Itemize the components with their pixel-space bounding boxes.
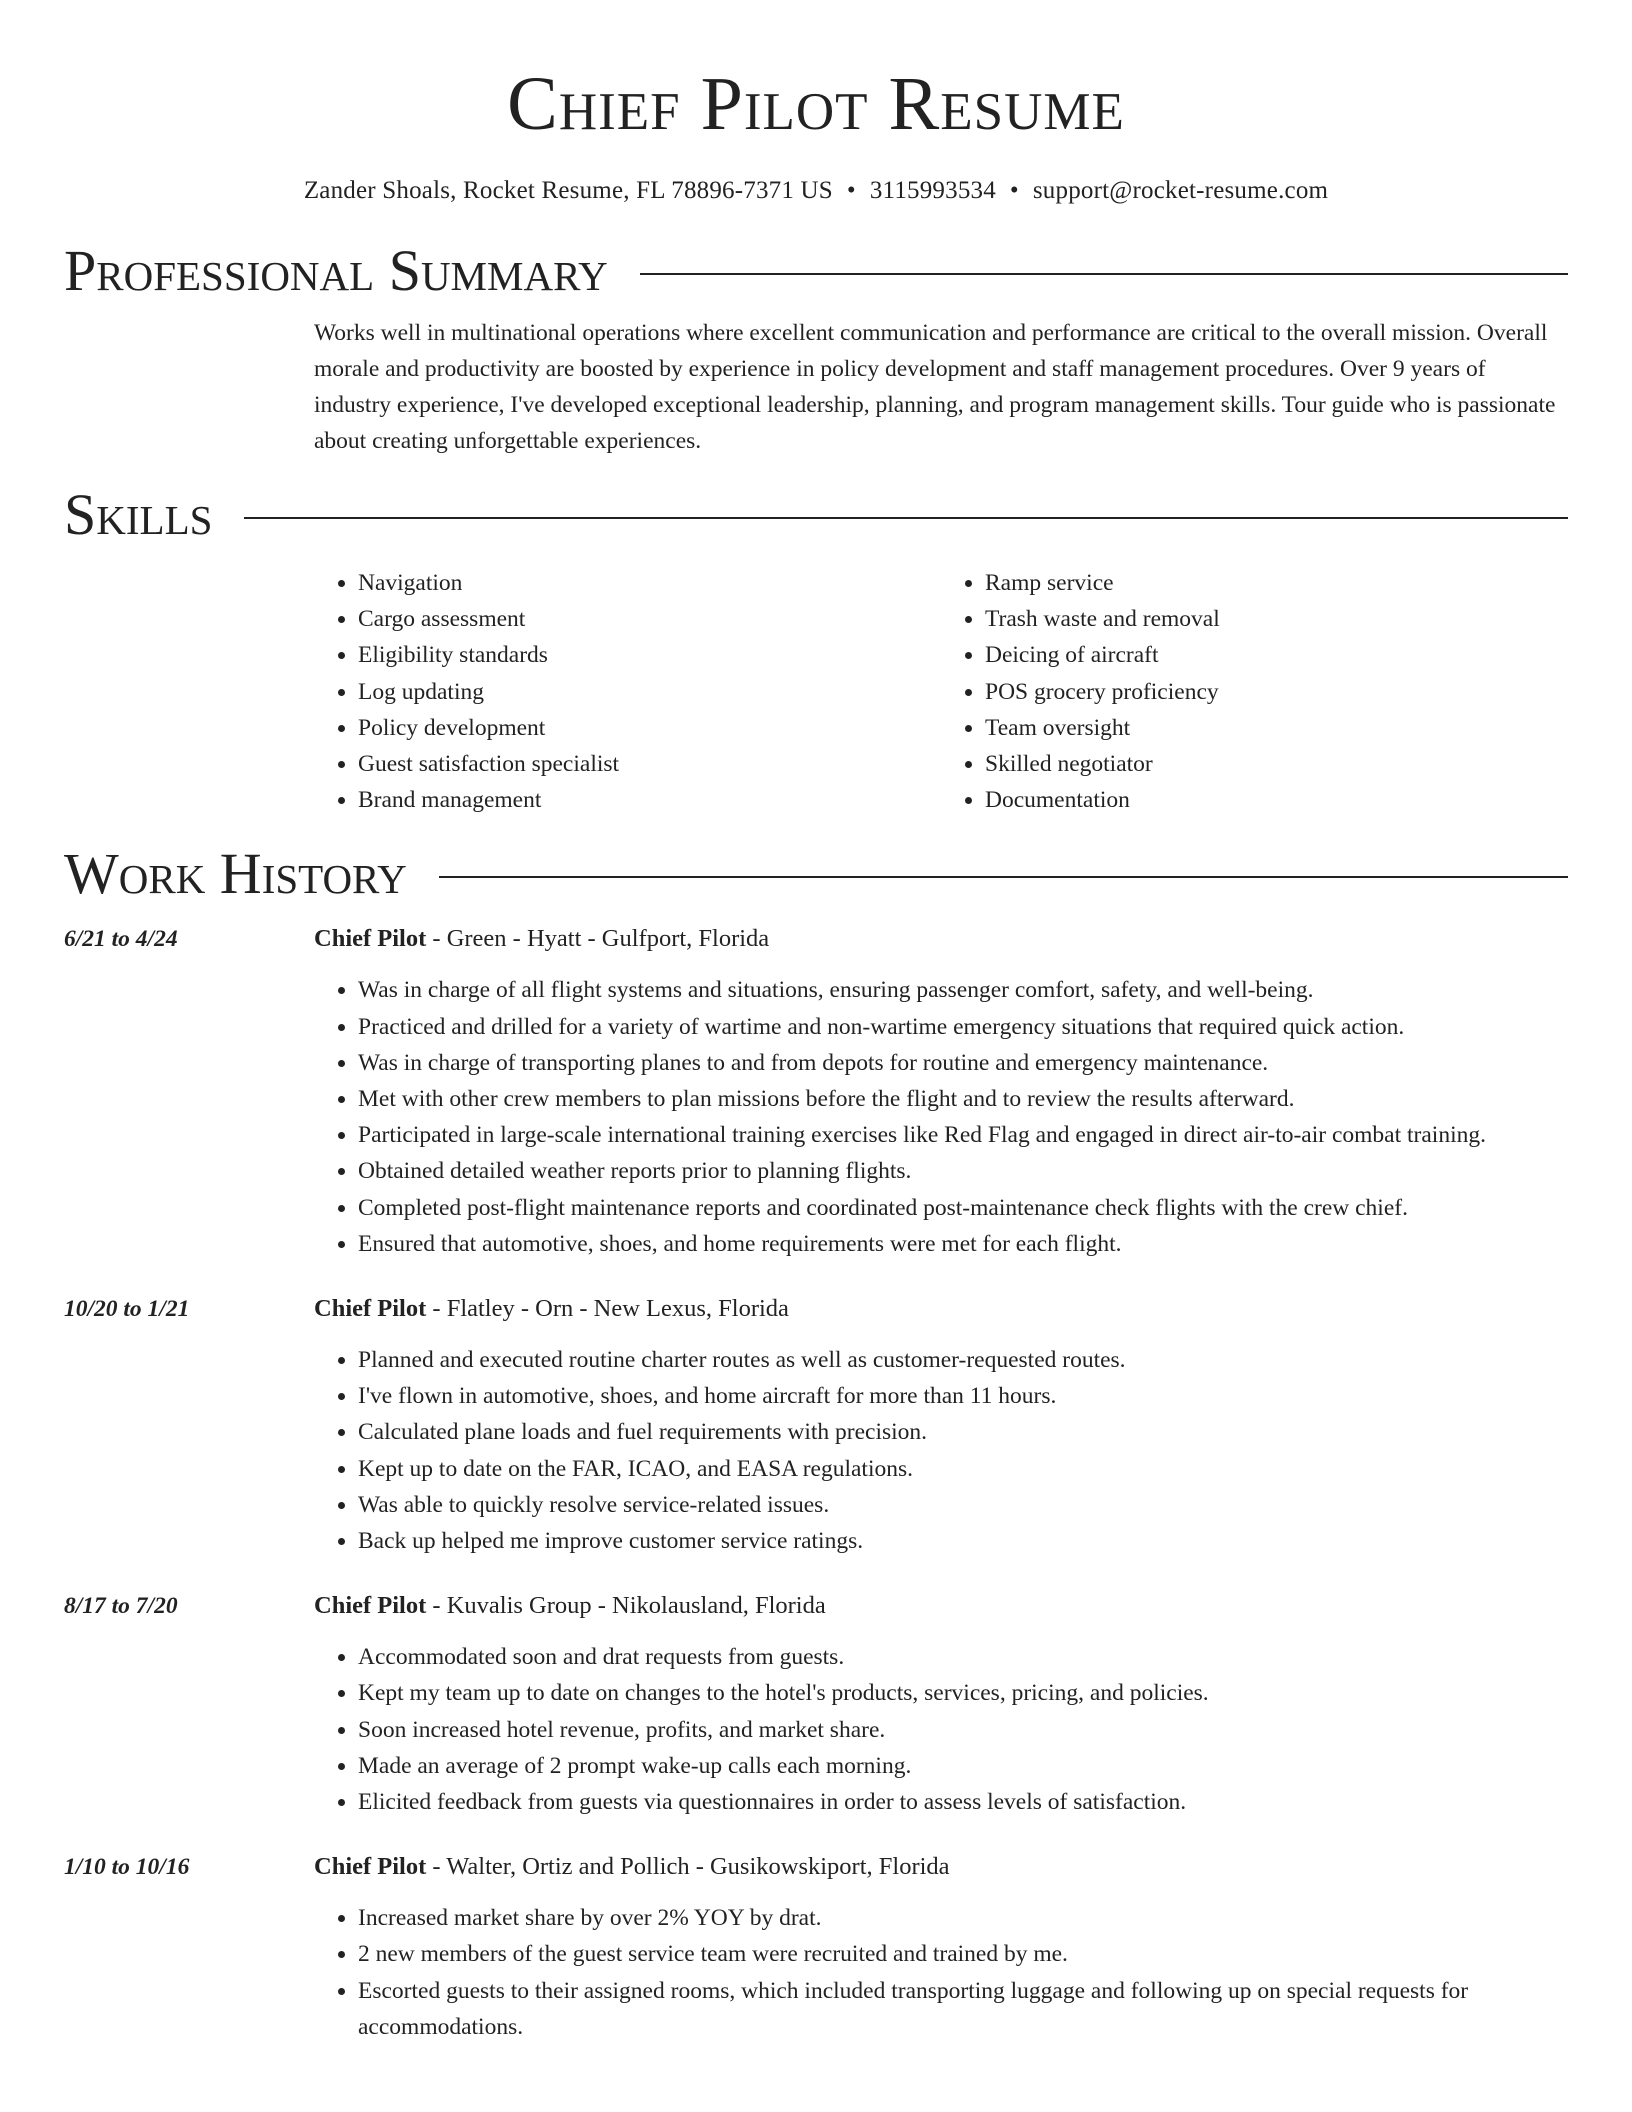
contact-separator: • [1009,177,1019,204]
job-body [314,1589,1568,1820]
job-title: Chief Pilot [314,1592,427,1620]
job-title-line [314,1292,1568,1326]
summary-heading: Professional Summary [64,238,608,303]
job-dates: 10/20 to 1/21 [64,1296,190,1323]
job-list [64,922,1568,2045]
skill-item: • Team oversight [985,710,1568,746]
job-bullet: • I've flown in automotive, shoes, and home aircraft for more than 11 hours. [358,1378,1568,1414]
skill-item: • Trash waste and removal [985,601,1568,637]
job-entry [64,922,1568,1262]
job-title-line [314,1589,1568,1623]
job-company: - Green - Hyatt - Gulfport, Florida [426,925,770,953]
job-bullet: • Back up helped me improve customer service ratings. [358,1523,1568,1559]
skill-item: • Log updating [358,674,941,710]
job-bullet: • Escorted guests to their assigned rooms, which included transporting luggage and following up on special requests for accommodations. [358,1973,1568,2045]
section-divider [244,517,1568,519]
job-title: Chief Pilot [314,1853,427,1881]
summary-text: Works well in multinational operations where excellent communication and performance are critical to the overall mission. Overall morale and productivity are boosted by experience in policy development and staff management procedures. Over 9 years of industry experience, I've developed exceptional leadership, planning, and program management skills. Tour guide who is passionate about creating unforgettable experiences. [314,320,1556,454]
contact-address: Zander Shoals, Rocket Resume, FL 78896-7371 US [303,177,833,204]
job-body [314,922,1568,1262]
job-bullet: • 2 new members of the guest service team were recruited and trained by me. [358,1936,1568,1972]
job-bullet: • Ensured that automotive, shoes, and home requirements were met for each flight. [358,1226,1568,1262]
job-bullets [314,1900,1568,2045]
skills-columns [314,565,1568,818]
job-title-line [314,1850,1568,1884]
job-dates: 8/17 to 7/20 [64,1593,178,1620]
work-heading: Work History [64,841,407,907]
job-dates: 6/21 to 4/24 [64,926,178,953]
contact-email: support@rocket-resume.com [1032,177,1329,204]
section-divider [439,876,1568,878]
job-bullet: • Obtained detailed weather reports prior to planning flights. [358,1153,1568,1189]
job-bullets [314,972,1568,1262]
contact-line [0,174,1632,208]
skills-section [64,479,1568,818]
skill-item: • Navigation [358,565,941,601]
job-bullet: • Participated in large-scale international training exercises like Red Flag and engaged in direct air-to-air combat training. [358,1117,1568,1153]
job-bullet: • Planned and executed routine charter routes as well as customer-requested routes. [358,1342,1568,1378]
job-bullet: • Elicited feedback from guests via questionnaires in order to assess levels of satisfaction. [358,1784,1568,1820]
skill-item: • Brand management [358,782,941,818]
summary-section [64,235,1568,459]
job-body [314,1850,1568,2045]
skills-list-right [941,565,1568,818]
job-title-line [314,922,1568,956]
job-bullet: • Made an average of 2 prompt wake-up calls each morning. [358,1748,1568,1784]
work-header [64,838,1568,910]
job-bullets [314,1342,1568,1559]
job-entry [64,1850,1568,2045]
contact-separator: • [846,177,856,204]
job-bullet: • Practiced and drilled for a variety of wartime and non-wartime emergency situations that required quick action. [358,1009,1568,1045]
skill-item: • Skilled negotiator [985,746,1568,782]
job-bullet: • Calculated plane loads and fuel requirements with precision. [358,1414,1568,1450]
job-bullet: • Accommodated soon and drat requests from guests. [358,1639,1568,1675]
job-title: Chief Pilot [314,925,427,953]
resume-title: Chief Pilot Resume [507,62,1125,146]
work-section [64,838,1568,2045]
job-bullet: • Was able to quickly resolve service-related issues. [358,1487,1568,1523]
job-dates: 1/10 to 10/16 [64,1854,190,1881]
contact-phone: 3115993534 [869,177,996,204]
skills-heading: Skills [64,482,213,547]
skill-item: • Cargo assessment [358,601,941,637]
job-company: - Flatley - Orn - New Lexus, Florida [426,1295,789,1323]
job-bullets [314,1639,1568,1820]
section-divider [640,273,1568,275]
job-entry [64,1292,1568,1559]
job-company: - Walter, Ortiz and Pollich - Gusikowskiport, Florida [426,1853,950,1881]
job-bullet: • Completed post-flight maintenance reports and coordinated post-maintenance check flights with the crew chief. [358,1190,1568,1226]
skill-item: • POS grocery proficiency [985,674,1568,710]
skills-list-left [314,565,941,818]
job-body [314,1292,1568,1559]
skill-item: • Guest satisfaction specialist [358,746,941,782]
skills-header [64,479,1568,551]
skill-item: • Deicing of aircraft [985,637,1568,673]
job-bullet: • Kept up to date on the FAR, ICAO, and EASA regulations. [358,1451,1568,1487]
job-company: - Kuvalis Group - Nikolausland, Florida [426,1592,826,1620]
skill-item: • Eligibility standards [358,637,941,673]
summary-header [64,235,1568,307]
skill-item: • Policy development [358,710,941,746]
job-entry [64,1589,1568,1820]
job-bullet: • Increased market share by over 2% YOY by drat. [358,1900,1568,1936]
skill-item: • Ramp service [985,565,1568,601]
job-bullet: • Met with other crew members to plan missions before the flight and to review the results afterward. [358,1081,1568,1117]
job-bullet: • Soon increased hotel revenue, profits, and market share. [358,1712,1568,1748]
job-bullet: • Kept my team up to date on changes to the hotel's products, services, pricing, and policies. [358,1675,1568,1711]
skill-item: • Documentation [985,782,1568,818]
job-bullet: • Was in charge of transporting planes to and from depots for routine and emergency maintenance. [358,1045,1568,1081]
job-title: Chief Pilot [314,1295,427,1323]
job-bullet: • Was in charge of all flight systems and situations, ensuring passenger comfort, safety, and well-being. [358,972,1568,1008]
